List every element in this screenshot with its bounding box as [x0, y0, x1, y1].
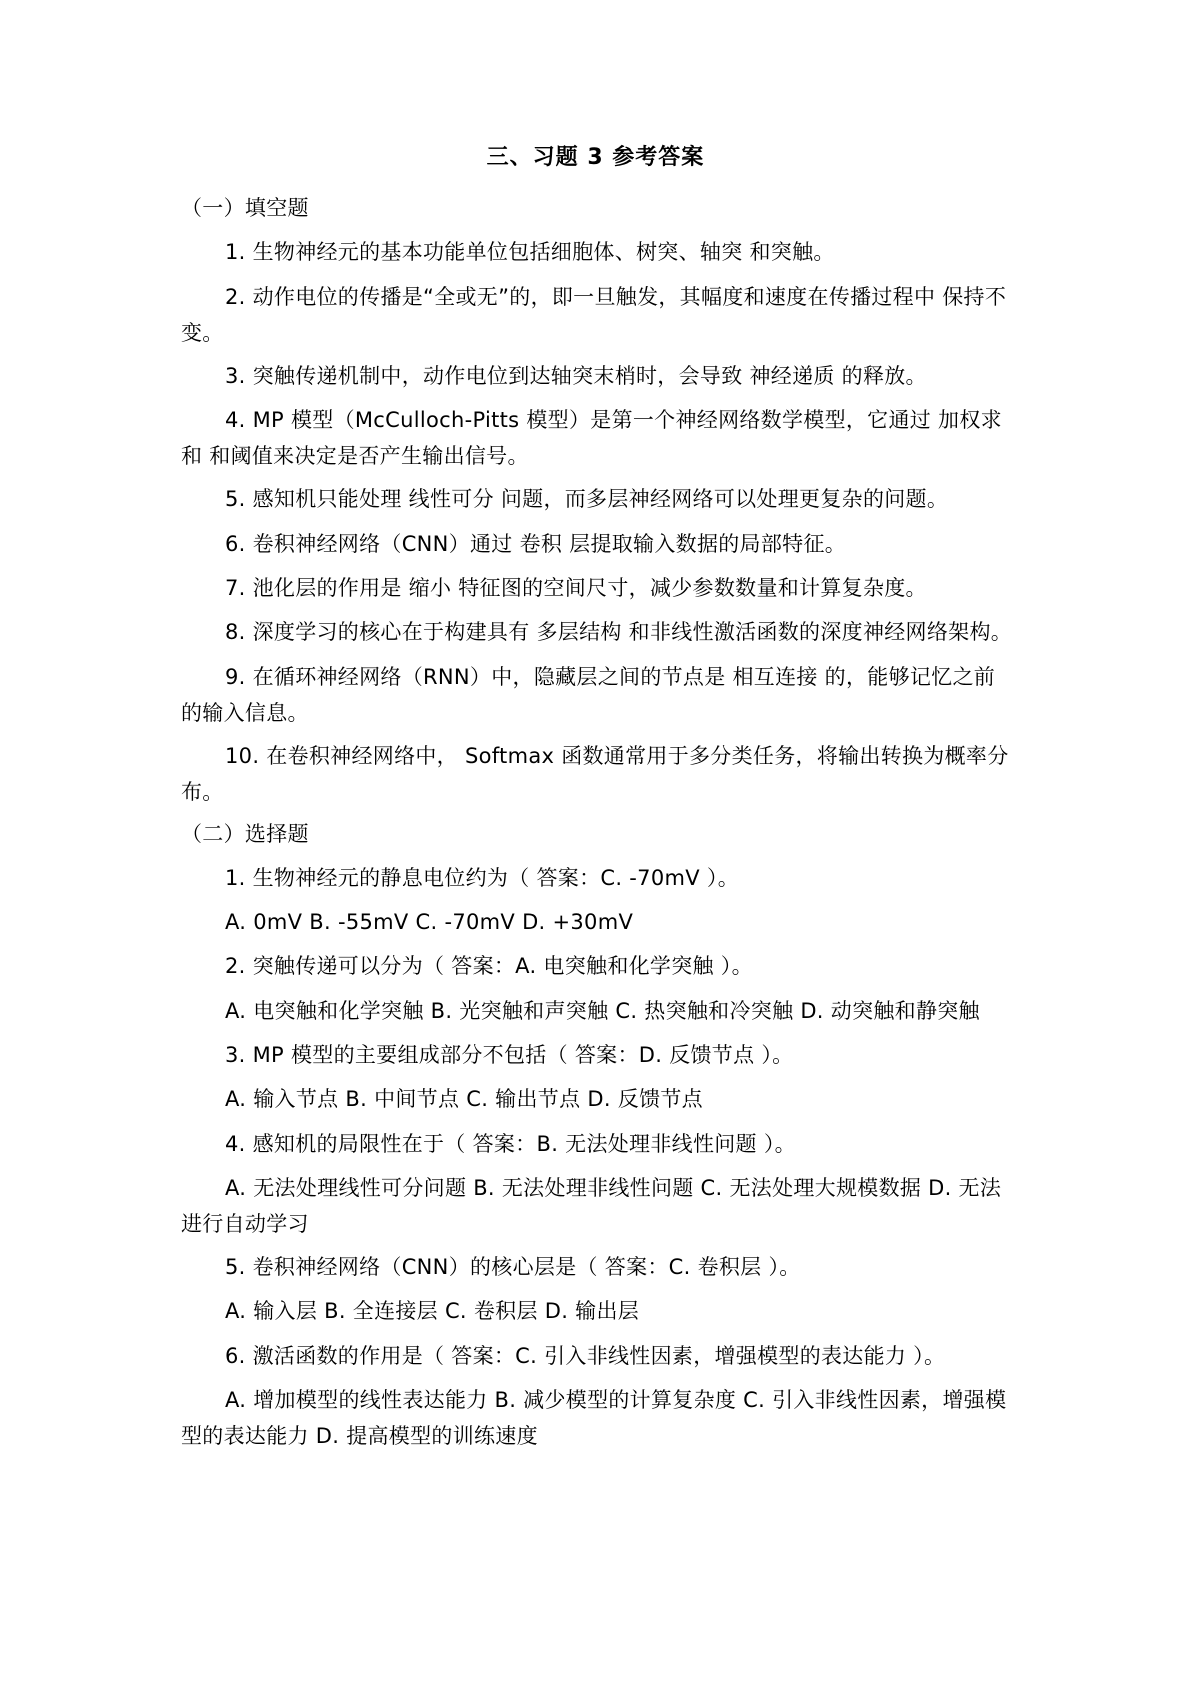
- fill-blank-item: 8. 深度学习的核心在于构建具有 多层结构 和非线性激活函数的深度神经网络架构。: [225, 620, 1013, 644]
- choice-options: A. 输入节点 B. 中间节点 C. 输出节点 D. 反馈节点: [225, 1087, 703, 1111]
- choice-question: 4. 感知机的局限性在于（ 答案：B. 无法处理非线性问题 ）。: [225, 1132, 796, 1156]
- section-heading-fill-blank: （一）填空题: [181, 196, 309, 220]
- fill-blank-item: 5. 感知机只能处理 线性可分 问题，而多层神经网络可以处理更复杂的问题。: [225, 487, 949, 511]
- choice-options: A. 输入层 B. 全连接层 C. 卷积层 D. 输出层: [225, 1299, 640, 1323]
- choice-options: A. 无法处理线性可分问题 B. 无法处理非线性问题 C. 无法处理大规模数据 D. 无法进行自动学习: [181, 1176, 1002, 1236]
- fill-blank-item: 3. 突触传递机制中，动作电位到达轴突末梢时，会导致 神经递质 的释放。: [225, 364, 927, 388]
- choice-question: 1. 生物神经元的静息电位约为（ 答案：C. -70mV ）。: [225, 866, 739, 890]
- fill-blank-item: 1. 生物神经元的基本功能单位包括细胞体、树突、轴突 和突触。: [225, 240, 835, 264]
- fill-blank-item: 9. 在循环神经网络（RNN）中，隐藏层之间的节点是 相互连接 的，能够记忆之前的输入信息。: [181, 665, 996, 725]
- choice-question: 6. 激活函数的作用是（ 答案：C. 引入非线性因素，增强模型的表达能力 ）。: [225, 1344, 946, 1368]
- choice-question: 3. MP 模型的主要组成部分不包括（ 答案：D. 反馈节点 ）。: [225, 1043, 794, 1067]
- choice-question: 5. 卷积神经网络（CNN）的核心层是（ 答案：C. 卷积层 ）。: [225, 1255, 801, 1279]
- fill-blank-item: 10. 在卷积神经网络中， Softmax 函数通常用于多分类任务，将输出转换为概率分布。: [181, 744, 1009, 804]
- choice-options: A. 0mV B. -55mV C. -70mV D. +30mV: [225, 910, 634, 934]
- choice-question: 2. 突触传递可以分为（ 答案：A. 电突触和化学突触 ）。: [225, 954, 753, 978]
- choice-options: A. 增加模型的线性表达能力 B. 减少模型的计算复杂度 C. 引入非线性因素，增强模型的表达能力 D. 提高模型的训练速度: [181, 1388, 1007, 1448]
- page-title: 三、习题 3 参考答案: [486, 145, 705, 170]
- fill-blank-item: 6. 卷积神经网络（CNN）通过 卷积 层提取输入数据的局部特征。: [225, 532, 847, 556]
- fill-blank-item: 2. 动作电位的传播是“全或无”的，即一旦触发，其幅度和速度在传播过程中 保持不变。: [181, 285, 1007, 345]
- section-heading-choice: （二）选择题: [181, 822, 309, 846]
- fill-blank-item: 7. 池化层的作用是 缩小 特征图的空间尺寸，减少参数数量和计算复杂度。: [225, 576, 927, 600]
- choice-options: A. 电突触和化学突触 B. 光突触和声突触 C. 热突触和冷突触 D. 动突触和静突触: [225, 999, 980, 1023]
- fill-blank-item: 4. MP 模型（McCulloch-Pitts 模型）是第一个神经网络数学模型，它通过 加权求和 和阈值来决定是否产生输出信号。: [181, 408, 1002, 468]
